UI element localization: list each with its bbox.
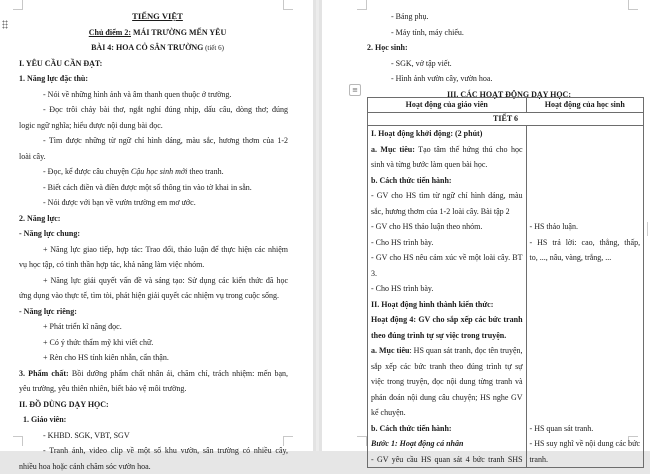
text-line: ứng dụng vào thực tế, tìm tòi, phát hiện giải quyết các nhiệm vụ trong cuộc sống.	[19, 288, 288, 304]
spacer	[530, 328, 641, 344]
cell-line: 3.	[371, 266, 523, 282]
specific-competence-label: - Năng lực riêng:	[19, 304, 288, 320]
cell-line: - HS suy nghĩ về nội dung các bức	[530, 436, 641, 452]
lesson-period: (tiết 6)	[203, 44, 224, 52]
cell-line: Hoạt động 4: GV cho sắp xếp các bức tranh	[371, 312, 523, 328]
cell-line: phán đoán nội dung câu chuyện; HS nghe GV	[371, 390, 523, 406]
objective-label: a. Mục tiêu:	[371, 145, 415, 154]
qualities-label: 3. Phẩm chất:	[19, 369, 69, 378]
document-page-left	[0, 0, 313, 451]
page-gutter	[313, 0, 322, 451]
crop-mark-bottom-left	[357, 436, 367, 446]
spacer	[530, 142, 641, 158]
lesson-activities-table	[367, 97, 644, 468]
cell-line: sắp xếp các bức tranh theo đúng trình tự sự	[371, 359, 523, 375]
text-line: vụ học tập, có tinh thần hợp tác, khả năng làm việc nhóm.	[19, 257, 288, 273]
cell-line: kể chuyện.	[371, 405, 523, 421]
cell-line: - HS thảo luận.	[530, 219, 641, 235]
right-page-content	[367, 9, 643, 102]
section-activities: III. CÁC HOẠT ĐỘNG DẠY HỌC:	[367, 87, 643, 103]
story-title: Cậu học sinh mới	[131, 167, 188, 176]
text-line: + Năng lực giao tiếp, hợp tác: Trao đổi, thảo luận để thực hiện các nhiệm	[19, 242, 288, 258]
text-span: Tạo tâm thế hứng thú cho học	[415, 145, 523, 154]
subsection-special-competence: 1. Năng lực đặc thù:	[19, 71, 288, 87]
qualities-line	[19, 366, 288, 382]
text-line: - Đọc trôi chảy bài thơ, ngắt nghỉ đúng nhịp, dấu câu, dòng thơ; đúng	[19, 102, 288, 118]
cell-line: b. Cách thức tiến hành:	[371, 421, 523, 437]
text-line	[19, 164, 288, 180]
table-header-row	[368, 98, 644, 113]
spacer	[530, 390, 641, 406]
cell-line: - GV yêu cầu HS quan sát 4 bức tranh SHS	[371, 452, 523, 468]
cell-line: sinh và từng bước làm quen bài học.	[371, 157, 523, 173]
text-span: theo tranh.	[187, 167, 223, 176]
theme-heading	[19, 25, 288, 41]
cell-line: theo đúng trình tự sự việc trong truyện.	[371, 328, 523, 344]
spacer	[530, 374, 641, 390]
period-label: TIẾT 6	[368, 113, 644, 126]
section-teaching-materials: II. ĐỒ DÙNG DẠY HỌC:	[19, 397, 288, 413]
text-span: Bồi dưỡng phẩm chất nhân ái, chăm chỉ, trách nhiệm: mến bạn,	[69, 369, 288, 378]
cell-line	[371, 343, 523, 359]
text-line: - Máy tính, máy chiếu.	[367, 25, 643, 41]
teacher-materials-label: 1. Giáo viên:	[19, 412, 288, 428]
section-requirements: I. YÊU CẦU CẦN ĐẠT:	[19, 56, 288, 72]
cell-line: - HS quan sát tranh.	[530, 421, 641, 437]
text-line: - Biết cách điền và điền được một số thông tin vào tờ khai in sẵn.	[19, 180, 288, 196]
spacer	[530, 266, 641, 282]
text-line: - Tranh ảnh, video clip về một số khu vườn, sân trường có nhiều cây,	[19, 443, 288, 459]
left-page-content	[19, 9, 288, 474]
text-line: - Tìm được những từ ngữ chỉ hình dáng, màu sắc, hương thơm của 1-2	[19, 133, 288, 149]
cell-line: Bước 1: Hoạt động cá nhân	[371, 436, 523, 452]
spacer	[530, 188, 641, 204]
spacer	[530, 297, 641, 313]
layout-options-icon[interactable]: ≡	[349, 84, 361, 96]
cell-line: I. Hoạt động khởi động: (2 phút)	[371, 126, 523, 142]
header-teacher-activity: Hoạt động của giáo viên	[368, 98, 527, 113]
theme-label: Chủ điểm 2:	[89, 28, 131, 37]
text-span: : HS quan sát tranh, đọc tên truyện,	[409, 346, 522, 355]
cell-line: - GV cho HS nêu cảm xúc về một loài cây. BT	[371, 250, 523, 266]
crop-mark-top-left	[357, 0, 367, 10]
spacer	[530, 343, 641, 359]
spacer	[530, 359, 641, 375]
cell-line: - HS trả lời: cao, thẳng, thấp,	[530, 235, 641, 251]
cell-line: b. Cách thức tiến hành:	[371, 173, 523, 189]
cell-line: - Cho HS trình bày.	[371, 281, 523, 297]
table-period-row	[368, 113, 644, 126]
teacher-activity-cell	[368, 126, 527, 468]
spacer	[530, 157, 641, 173]
text-line: - Bảng phụ.	[367, 9, 643, 25]
spacer	[530, 204, 641, 220]
lesson-title: BÀI 4: HOA CỎ SÂN TRƯỜNG	[91, 43, 203, 52]
spacer	[530, 281, 641, 297]
table-row	[368, 126, 644, 468]
text-line: nhiều hoa hoặc cảnh chăm sóc vườn hoa.	[19, 459, 288, 474]
text-line: + Có ý thức thẩm mỹ khi viết chữ.	[19, 335, 288, 351]
text-line: - Nói về những hình ảnh và âm thanh quen thuộc ở trường.	[19, 87, 288, 103]
cell-line: to, ..., nâu, vàng, trắng, ...	[530, 250, 641, 266]
text-line: loài cây.	[19, 149, 288, 165]
cell-line: sắc, hương thơm của 1-2 loài cây. Bài tập 2	[371, 204, 523, 220]
header-student-activity: Hoạt động của học sinh	[526, 98, 644, 113]
text-line: + Phát triển kĩ năng đọc.	[19, 319, 288, 335]
text-line: logic ngữ nghĩa; hiểu được nội dung bài đọc.	[19, 118, 288, 134]
spacer	[530, 312, 641, 328]
spacer	[530, 173, 641, 189]
cell-line: tranh.	[530, 452, 641, 468]
subject-title: TIẾNG VIỆT	[19, 9, 288, 25]
spacer	[530, 405, 641, 421]
subsection-competence: 2. Năng lực:	[19, 211, 288, 227]
text-line: - Nói được với bạn về vườn trường em mơ ước.	[19, 195, 288, 211]
cell-line: II. Hoạt động hình thành kiến thức:	[371, 297, 523, 313]
student-materials-label: 2. Học sinh:	[367, 40, 643, 56]
cell-line	[371, 142, 523, 158]
theme-title: MÁI TRƯỜNG MẾN YÊU	[131, 28, 226, 37]
text-line: + Năng lực giải quyết vấn đề và sáng tạo: Sử dụng các kiến thức đã học	[19, 273, 288, 289]
objective-label: a. Mục tiêu	[371, 346, 409, 355]
text-line: + Rèn cho HS tính kiên nhẫn, cẩn thận.	[19, 350, 288, 366]
text-line: - KHBD. SGK, VBT, SGV	[19, 428, 288, 444]
cell-line: - Cho HS trình bày.	[371, 235, 523, 251]
text-line: - Hình ảnh vườn cây, vườn hoa.	[367, 71, 643, 87]
text-line: yêu trường, yêu thiên nhiên, biết bảo vệ môi trường.	[19, 381, 288, 397]
general-competence-label: - Năng lực chung:	[19, 226, 288, 242]
cell-line: việc trong truyện, đọc nội dung từng tranh và	[371, 374, 523, 390]
cell-line: - GV cho HS thảo luận theo nhóm.	[371, 219, 523, 235]
document-page-right	[322, 0, 650, 451]
drag-handle-icon[interactable]	[2, 20, 8, 29]
student-activity-cell	[526, 126, 644, 468]
text-line: - SGK, vở tập viết.	[367, 56, 643, 72]
spacer	[530, 126, 641, 142]
lesson-heading	[19, 40, 288, 56]
text-span: - Đọc, kể được câu chuyện	[43, 167, 131, 176]
cell-line: - GV cho HS tìm từ ngữ chỉ hình dáng, màu	[371, 188, 523, 204]
